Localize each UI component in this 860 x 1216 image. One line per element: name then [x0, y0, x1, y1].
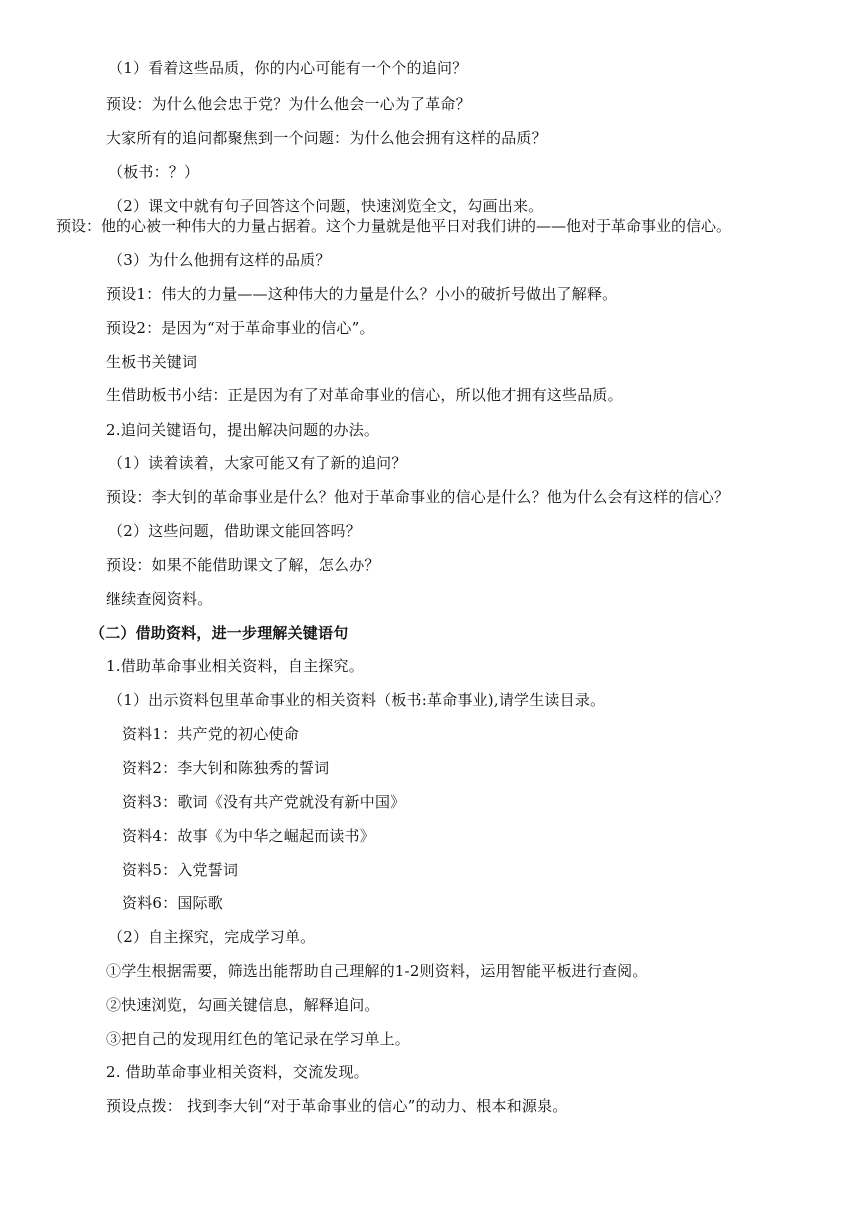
text-line: 继续查阅资料。: [106, 590, 213, 608]
text-line: （2）这些问题，借助课文能回答吗？: [108, 522, 361, 540]
text-line: 预设1：伟大的力量——这种伟大的力量是什么？小小的破折号做出了解释。: [106, 285, 618, 303]
resource-item: 资料5：入党誓词: [122, 861, 239, 879]
resource-item: 资料6：国际歌: [122, 894, 223, 912]
text-line: ③把自己的发现用红色的笔记录在学习单上。: [106, 1030, 411, 1048]
text-line: 2.追问关键语句，提出解决问题的办法。: [106, 421, 380, 439]
text-line: 2. 借助革命事业相关资料，交流发现。: [106, 1063, 369, 1081]
resource-item: 资料1：共产党的初心使命: [122, 725, 299, 743]
text-line: 1.借助革命事业相关资料，自主探究。: [106, 657, 364, 675]
text-line: 预设：他的心被一种伟大的力量占据着。这个力量就是他平日对我们讲的——他对于革命事业的信心。: [56, 217, 732, 235]
text-line: 预设：李大钊的革命事业是什么？他对于革命事业的信心是什么？他为什么会有这样的信心？: [106, 488, 730, 506]
text-line: （1）出示资料包里革命事业的相关资料（板书:革命事业),请学生读目录。: [108, 691, 606, 709]
text-line: 生板书关键词: [106, 353, 198, 371]
text-line: （2）课文中就有句子回答这个问题，快速浏览全文，勾画出来。: [108, 197, 544, 215]
text-line: （板书：？）: [108, 163, 200, 181]
text-line: ②快速浏览，勾画关键信息，解释追问。: [106, 996, 380, 1014]
text-line: 预设2：是因为“对于革命事业的信心”。: [106, 319, 375, 337]
text-line: （1）读着读着，大家可能又有了新的追问？: [108, 454, 407, 472]
resource-item: 资料4：故事《为中华之崛起而读书》: [122, 827, 375, 845]
text-line: 预设：为什么他会忠于党？为什么他会一心为了革命？: [106, 95, 471, 113]
resource-item: 资料3：歌词《没有共产党就没有新中国》: [122, 793, 406, 811]
text-line: ①学生根据需要，筛选出能帮助自己理解的1-2则资料，运用智能平板进行查阅。: [106, 962, 648, 980]
text-line: 预设点拨： 找到李大钊“对于革命事业的信心”的动力、根本和源泉。: [106, 1097, 568, 1115]
text-line: （3）为什么他拥有这样的品质？: [108, 251, 331, 269]
text-line: 生借助板书小结：正是因为有了对革命事业的信心，所以他才拥有这些品质。: [106, 386, 623, 404]
text-line: （1）看着这些品质，你的内心可能有一个个的追问？: [108, 59, 468, 77]
section-heading: （二）借助资料，进一步理解关键语句: [90, 624, 349, 642]
text-line: 大家所有的追问都聚焦到一个问题：为什么他会拥有这样的品质？: [106, 129, 547, 147]
text-line: （2）自主探究，完成学习单。: [108, 928, 316, 946]
text-line: 预设：如果不能借助课文了解，怎么办？: [106, 556, 380, 574]
resource-item: 资料2：李大钊和陈独秀的誓词: [122, 759, 330, 777]
